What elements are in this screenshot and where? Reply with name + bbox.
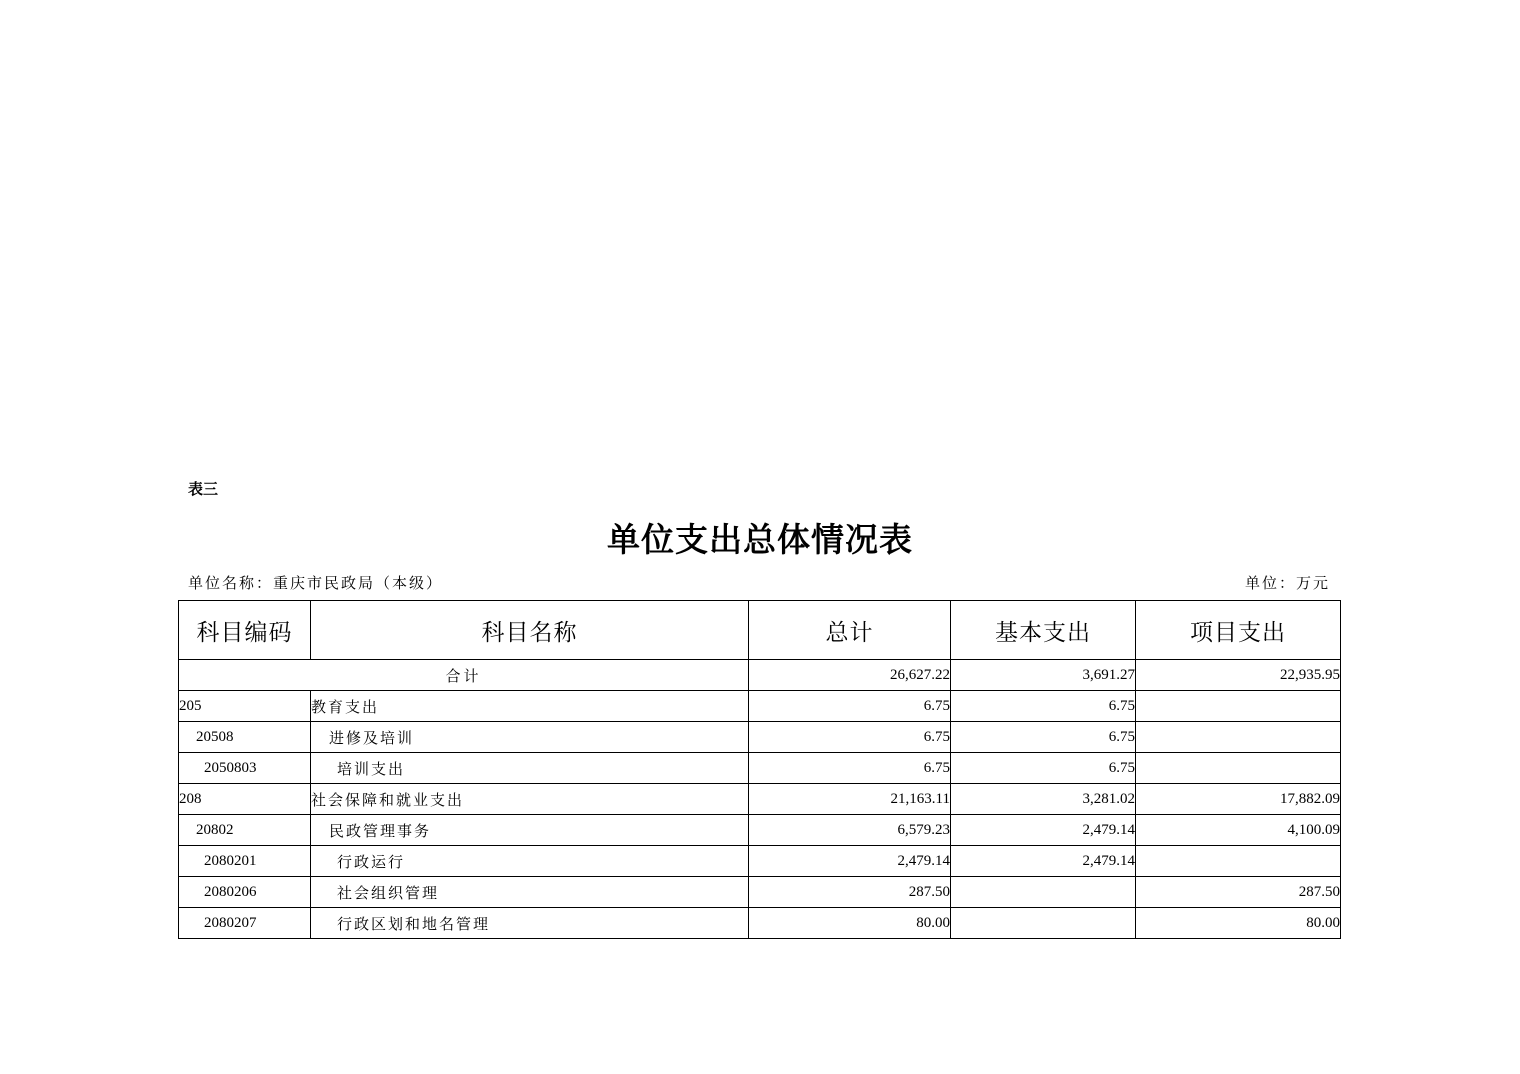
- currency-unit-label: 单位：万元: [1244, 574, 1330, 592]
- table-row: [179, 753, 1341, 784]
- total-total: 26,627.22: [749, 660, 951, 691]
- row-project: [1136, 722, 1341, 753]
- row-total: 6.75: [749, 691, 951, 722]
- row-name: 社会组织管理: [311, 877, 749, 908]
- row-code: 205: [179, 691, 311, 722]
- total-basic: 3,691.27: [951, 660, 1136, 691]
- row-code: 2050803: [179, 753, 311, 784]
- row-name: 教育支出: [311, 691, 749, 722]
- row-total: 6.75: [749, 753, 951, 784]
- table-row: [179, 784, 1341, 815]
- row-code: 20508: [179, 722, 311, 753]
- row-total: 6,579.23: [749, 815, 951, 846]
- row-basic: 6.75: [951, 691, 1136, 722]
- row-basic: 6.75: [951, 753, 1136, 784]
- meta-row: [188, 572, 1330, 594]
- table-row: [179, 846, 1341, 877]
- unit-name-label: 单位名称：重庆市民政局（本级）: [188, 574, 444, 592]
- row-name: 培训支出: [311, 753, 749, 784]
- row-basic: 2,479.14: [951, 815, 1136, 846]
- row-project: 17,882.09: [1136, 784, 1341, 815]
- row-name: 社会保障和就业支出: [311, 784, 749, 815]
- row-project: 4,100.09: [1136, 815, 1341, 846]
- row-name: 进修及培训: [311, 722, 749, 753]
- total-row: [179, 660, 1341, 691]
- row-project: 287.50: [1136, 877, 1341, 908]
- row-project: 80.00: [1136, 908, 1341, 939]
- row-code: 20802: [179, 815, 311, 846]
- row-basic: 2,479.14: [951, 846, 1136, 877]
- total-label: 合计: [179, 660, 749, 691]
- row-code: 2080206: [179, 877, 311, 908]
- row-code: 208: [179, 784, 311, 815]
- header-basic: 基本支出: [951, 601, 1136, 660]
- row-basic: [951, 877, 1136, 908]
- row-name: 行政运行: [311, 846, 749, 877]
- row-total: 287.50: [749, 877, 951, 908]
- row-basic: 6.75: [951, 722, 1136, 753]
- row-project: [1136, 691, 1341, 722]
- header-code: 科目编码: [179, 601, 311, 660]
- row-total: 2,479.14: [749, 846, 951, 877]
- row-name: 民政管理事务: [311, 815, 749, 846]
- header-project: 项目支出: [1136, 601, 1341, 660]
- row-project: [1136, 753, 1341, 784]
- row-basic: 3,281.02: [951, 784, 1136, 815]
- row-total: 80.00: [749, 908, 951, 939]
- table-row: [179, 908, 1341, 939]
- row-total: 21,163.11: [749, 784, 951, 815]
- table-row: [179, 691, 1341, 722]
- row-code: 2080201: [179, 846, 311, 877]
- expense-table: [178, 600, 1341, 939]
- table-label: 表三: [188, 480, 219, 498]
- document-title: 单位支出总体情况表: [607, 520, 913, 559]
- row-project: [1136, 846, 1341, 877]
- row-name: 行政区划和地名管理: [311, 908, 749, 939]
- table-row: [179, 877, 1341, 908]
- row-code: 2080207: [179, 908, 311, 939]
- table-row: [179, 815, 1341, 846]
- total-project: 22,935.95: [1136, 660, 1341, 691]
- header-name: 科目名称: [311, 601, 749, 660]
- table-row: [179, 722, 1341, 753]
- header-total: 总计: [749, 601, 951, 660]
- row-total: 6.75: [749, 722, 951, 753]
- header-row: [179, 601, 1341, 660]
- row-basic: [951, 908, 1136, 939]
